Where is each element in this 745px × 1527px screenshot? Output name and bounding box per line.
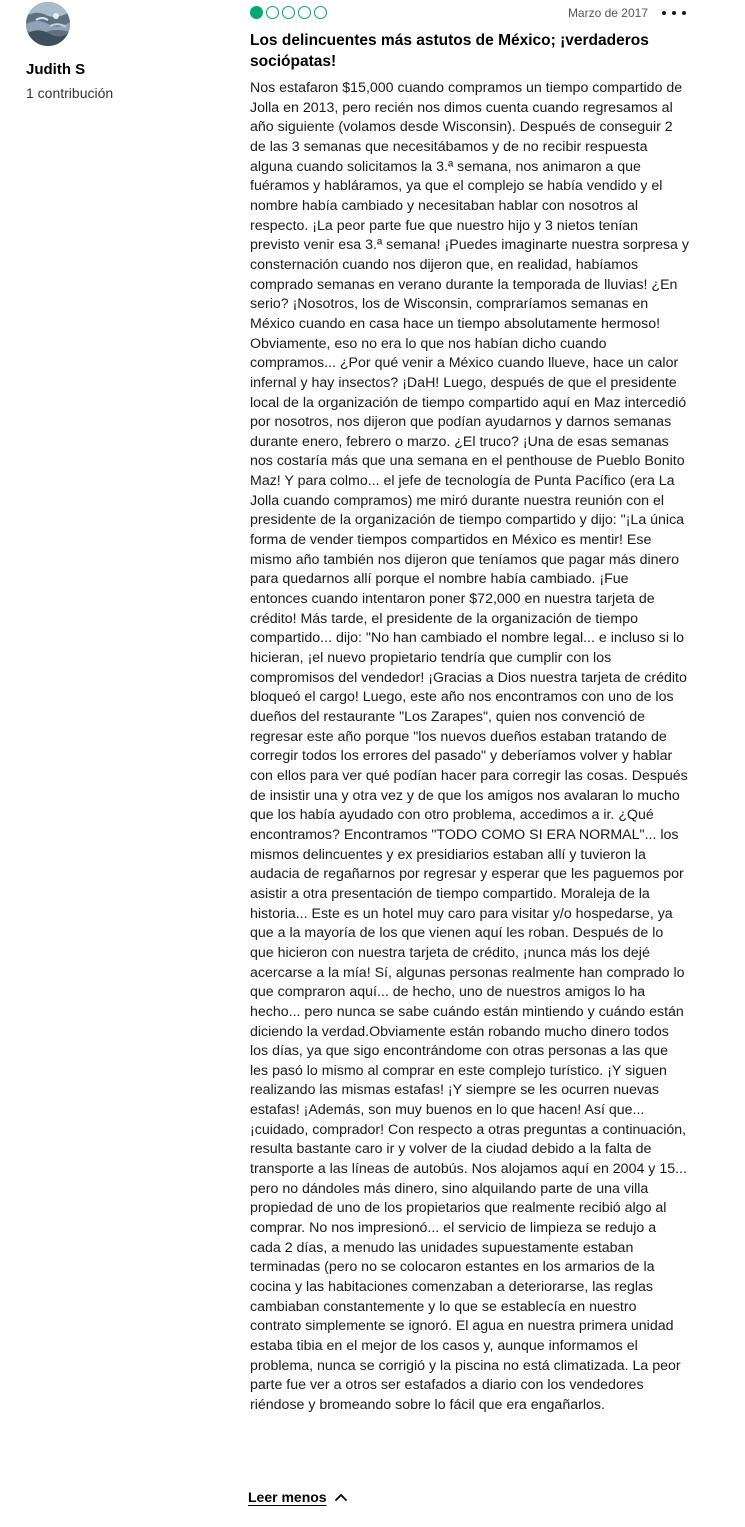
review-date: Marzo de 2017 xyxy=(567,6,648,20)
more-dot xyxy=(662,11,666,15)
more-options-icon[interactable] xyxy=(662,6,686,20)
chevron-up-icon xyxy=(335,1493,347,1501)
rating-bubble-empty xyxy=(298,6,311,19)
review-title: Los delincuentes más astutos de México; ¡verdaderos sociópatas! xyxy=(250,32,649,70)
rating-bubble-empty xyxy=(282,6,295,19)
rating-bubble-filled xyxy=(250,6,263,19)
avatar[interactable] xyxy=(26,2,70,46)
rating-bubble-empty xyxy=(314,6,327,19)
user-name[interactable]: Judith S xyxy=(26,61,86,78)
read-less-label: Leer menos xyxy=(248,1489,327,1505)
more-dot xyxy=(682,11,686,15)
bubble-rating xyxy=(250,6,327,22)
contribution-count: 1 contribución xyxy=(26,85,114,101)
rating-bubble-empty xyxy=(266,6,279,19)
read-less-button[interactable] xyxy=(248,1487,347,1507)
avatar-image xyxy=(26,2,70,46)
more-dot xyxy=(672,11,676,15)
review-body: Nos estafaron $15,000 cuando compramos un tiempo compartido de Jolla en 2013, pero recién nos dimos cuenta cuando regresamos al año siguiente (volamos desde Wisconsin). Después de conseguir 2 de las 3 semanas que necesitábamos y de no recibir respuesta alguna cuando solicitamos la 3.ª semana, nos animaron a que fuéramos y habláramos, ya que el complejo se había vendido y el nombre había cambiado y necesitaban hablar con nosotros al respecto. ¡La peor parte fue que nuestro hijo y 3 nietos tenían previsto venir esa 3.ª semana! ¡Puedes imaginarte nuestra sorpresa y consternación cuando nos dijeron que, en realidad, habíamos comprado semanas en verano durante la temporada de lluvias! ¿En serio? ¡Nosotros, los de Wisconsin, compraríamos semanas en México cuando en casa hace un tiempo absolutamente hermoso! Obviamente, eso no era lo que nos habían dicho cuando compramos... ¿Por qué venir a México cuando llueve, hace un calor infernal y hay insectos? ¡DaH! Luego, después de que el presidente local de la organización de tiempo compartido aquí en Maz intercedió por nosotros, nos dijeron que podían ayudarnos y darnos semanas durante enero, febrero o marzo. ¿El truco? ¡Una de esas semanas nos costaría más que una semana en el penthouse de Pueblo Bonito Maz! Y para colmo... el jefe de tecnología de Punta Pacífico (era La Jolla cuando compramos) me miró durante nuestra reunión con el presidente de la organización de tiempo compartido y dijo: "¡La única forma de vender tiempos compartidos en México es mentir! Ese mismo año también nos dijeron que teníamos que pagar más dinero para quedarnos allí porque el nombre había cambiado. ¡Fue entonces cuando intentaron poner $72,000 en nuestra tarjeta de crédito! Más tarde, el presidente de la organización de tiempo compartido... dijo: "No han cambiado el nombre legal... e incluso si lo hicieran, ¡el nuevo propietario tendría que cumplir con los compromisos del vendedor! ¡Gracias a Dios nuestra tarjeta de crédito bloqueó el cargo! Luego, este año nos encontramos con uno de los dueños del restaurante "Los Zarapes", quien nos convenció de regresar este año porque "los nuevos dueños estaban tratando de corregir todos los errores del pasado" y deberíamos volver y hablar con ellos para ver qué podían hacer para corregir las cosas. Después de insistir una y otra vez y de que los amigos nos avalaran lo mucho que los había ayudado con otro problema, accedimos a ir. ¿Qué encontramos? Encontramos "TODO COMO SI ERA NORMAL"... los mismos delincuentes y ex presidiarios estaban allí y tuvieron la audacia de regañarnos por regresar y esperar que les paguemos por asistir a otra presentación de tiempo compartido. Moraleja de la historia... Este es un hotel muy caro para visitar y/o hospedarse, ya que a la mayoría de los que vienen aquí les roban. Después de lo que hicieron con nuestra tarjeta de crédito, ¡nunca más los dejé acercarse a la mía! Sí, algunas personas realmente han comprado lo que compraron aquí... de hecho, uno de nuestros amigos lo ha hecho... pero nunca se sabe cuándo están mintiendo y cuándo están diciendo la verdad.Obviamente están robando mucho dinero todos los días, ya que sigo encontrándome con otras personas a las que les pasó lo mismo al comprar en este complejo turístico. ¡Y siguen realizando las mismas estafas! ¡Y siempre se les ocurren nuevas estafas! ¡Además, son muy buenos en lo que hacen! Así que... ¡cuidado, comprador! Con respecto a otras preguntas a continuación, resulta bastante caro ir y volver de la ciudad debido a la falta de transporte a las líneas de autobús. Nos alojamos aquí en 2004 y 15... pero no dándoles más dinero, sino alquilando parte de una villa propiedad de uno de los propietarios que realmente recibió algo al comprar. No nos impresionó... el servicio de limpieza se redujo a cada 2 días, a menudo las unidades supuestamente estaban terminadas (pero no se colocaron estantes en los armarios de la cocina y las habitaciones comenzaban a deteriorarse, las reglas cambiaban constantemente y lo que se establecía en nuestro contrato simplemente se ignoró. El agua en nuestra primera unidad estaba tibia en el mejor de los casos y, aunque informamos el problema, nunca se corrigió y la piscina no está climatizada. La peor parte fue ver a otros ser estafados a diario con los vendedores riéndose y bromeando sobre lo fácil que era engañarlos. xyxy=(250,80,689,1413)
